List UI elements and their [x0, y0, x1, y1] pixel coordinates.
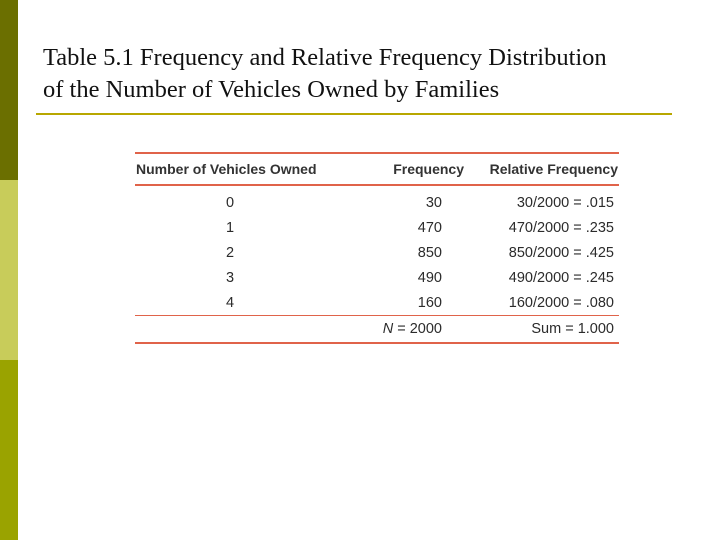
total-n-value: = 2000 [393, 321, 442, 337]
cell-vehicles: 0 [225, 194, 235, 211]
cell-relative: 470/2000 = .235 [508, 219, 614, 236]
title-underline [36, 113, 672, 115]
header-vehicles: Number of Vehicles Owned [136, 161, 317, 177]
slide-title [43, 42, 683, 106]
slide-title-line-1: Table 5.1 Frequency and Relative Frequency Distribution [43, 44, 607, 71]
cell-vehicles: 2 [225, 244, 235, 261]
cell-relative: 30/2000 = .015 [516, 194, 614, 211]
header-frequency: Frequency [393, 161, 464, 177]
table-header-row [135, 154, 619, 184]
table-row [135, 265, 619, 290]
cell-total-sum: Sum = 1.000 [531, 321, 614, 337]
table-rule-bottom [135, 342, 619, 344]
cell-total-blank [135, 316, 325, 342]
cell-relative: 160/2000 = .080 [508, 294, 614, 311]
cell-relative: 850/2000 = .425 [508, 244, 614, 261]
table-row [135, 215, 619, 240]
cell-vehicles: 4 [225, 294, 235, 311]
cell-frequency: 160 [417, 294, 442, 311]
header-relative-frequency: Relative Frequency [489, 161, 618, 177]
cell-frequency: 490 [417, 269, 442, 286]
table-total-row [135, 316, 619, 342]
sidebar-decoration [0, 0, 18, 540]
slide-title-line-2: of the Number of Vehicles Owned by Families [43, 76, 500, 103]
cell-frequency: 30 [425, 194, 442, 211]
table-row [135, 240, 619, 265]
sidebar-segment-top [0, 0, 18, 180]
sidebar-segment-bottom [0, 360, 18, 540]
cell-vehicles: 3 [225, 269, 235, 286]
total-n-label: N [382, 321, 394, 337]
cell-vehicles: 1 [225, 219, 235, 236]
cell-frequency: 470 [417, 219, 442, 236]
frequency-table [135, 152, 619, 344]
table-row [135, 186, 619, 215]
table-row [135, 290, 619, 315]
sidebar-segment-middle [0, 180, 18, 360]
cell-total-n [325, 316, 464, 342]
cell-frequency: 850 [417, 244, 442, 261]
cell-relative: 490/2000 = .245 [508, 269, 614, 286]
frequency-table-container [135, 152, 619, 344]
